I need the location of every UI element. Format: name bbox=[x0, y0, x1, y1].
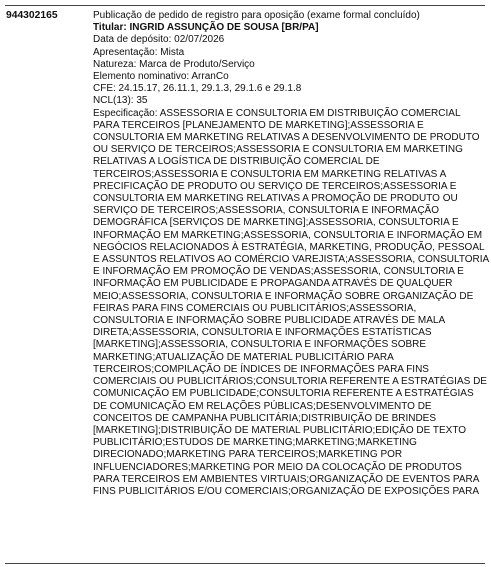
specification-line: CONSULTORIA EM MARKETING RELATIVAS A DESENVOLVIMENTO DE PRODUTO bbox=[93, 132, 480, 144]
top-divider bbox=[5, 5, 485, 6]
specification-line: [MARKETING];ASSESSORIA, CONSULTORIA E INFORMAÇÕES SOBRE bbox=[93, 339, 427, 351]
specification-line: DIRETA;ASSESSORIA, CONSULTORIA E INFORMAÇÕES ESTATÍSTICAS bbox=[93, 327, 432, 339]
specification-line: PUBLICITÁRIO;ESTUDOS DE MARKETING;MARKETING;MARKETING bbox=[93, 437, 417, 449]
specification-line: PARA TERCEIROS EM AMBIENTES VIRTUAIS;ORGANIZAÇÃO DE EVENTOS PARA bbox=[93, 473, 480, 485]
specification-line: RELATIVAS A LOGÍSTICA DE DISTRIBUIÇÃO COMERCIAL DE bbox=[93, 156, 380, 168]
holder: Titular: INGRID ASSUNÇÃO DE SOUSA [BR/PA] bbox=[93, 22, 319, 34]
specification-line: PARA TERCEIROS [PLANEJAMENTO DE MARKETING];ASSESSORIA E bbox=[93, 119, 424, 131]
ncl-class: NCL(13): 35 bbox=[93, 95, 148, 107]
nature: Natureza: Marca de Produto/Serviço bbox=[93, 58, 255, 70]
publication-type: Publicação de pedido de registro para oposição (exame formal concluído) bbox=[93, 10, 420, 21]
cfe-codes: CFE: 24.15.17, 26.11.1, 29.1.3, 29.1.6 e 29.1.8 bbox=[93, 83, 302, 95]
nominative-element: Elemento nominativo: ArranCo bbox=[93, 71, 229, 83]
specification-line: INFORMAÇÃO EM MARKETING;ASSESSORIA, CONSULTORIA E INFORMAÇÃO EM bbox=[93, 229, 483, 241]
specification-line: DE COMUNICAÇÃO EM RELAÇÕES PÚBLICAS;DESENVOLVIMENTO DE bbox=[93, 400, 432, 412]
specification bbox=[93, 107, 490, 499]
specification-line: Especificação: ASSESSORIA E CONSULTORIA EM DISTRIBUIÇÃO COMERCIAL bbox=[93, 107, 461, 119]
specification-line: CONSULTORIA EM MARKETING RELATIVAS A PROMOÇÃO DE PRODUTO OU bbox=[93, 193, 458, 205]
specification-line: CONSULTORIA E INFORMAÇÃO SOBRE PUBLICIDADE ATRAVÉS DE MALA bbox=[93, 315, 446, 327]
specification-line: FEIRAS PARA FINS COMERCIAIS OU PUBLICITÁRIOS;ASSESSORIA, bbox=[93, 302, 417, 314]
specification-line: DEMOGRÁFICA [SERVIÇOS DE MARKETING];ASSESSORIA, CONSULTORIA E bbox=[93, 217, 459, 229]
specification-line: CONCEITOS DE CAMPANHA PUBLICITÁRIA;DISTRIBUIÇÃO DE BRINDES bbox=[93, 412, 437, 424]
record-details bbox=[93, 10, 490, 498]
presentation: Apresentação: Mista bbox=[93, 46, 185, 58]
process-number: 944302165 bbox=[6, 10, 58, 21]
specification-line: MARKETING;ATUALIZAÇÃO DE MATERIAL PUBLICITÁRIO PARA bbox=[93, 351, 394, 363]
filing-date: Data de depósito: 02/07/2026 bbox=[93, 34, 225, 46]
specification-line: DIRECIONADO;MARKETING PARA TERCEIROS;MARKETING POR bbox=[93, 449, 403, 461]
specification-line: INFLUENCIADORES;MARKETING POR MEIO DA COLOCAÇÃO DE PRODUTOS bbox=[93, 461, 462, 473]
specification-line: TERCEIROS;ASSESSORIA E CONSULTORIA EM MARKETING RELATIVAS A bbox=[93, 168, 447, 180]
specification-line: E ASSUNTOS RELATIVOS AO COMÉRCIO VAREJISTA;ASSESSORIA, CONSULTORIA bbox=[93, 254, 490, 266]
specification-line: SERVIÇO DE TERCEIROS;ASSESSORIA, CONSULTORIA E INFORMAÇÃO bbox=[93, 205, 440, 217]
specification-line: COMERCIAIS OU PUBLICITÁRIOS;CONSULTORIA REFERENTE A ESTRATÉGIAS DE bbox=[93, 376, 487, 388]
specification-line: COMUNICAÇÃO EM PUBLICIDADE;CONSULTORIA REFERENTE A ESTRATÉGIAS bbox=[93, 388, 474, 400]
specification-line: FINS PUBLICITÁRIOS E/OU COMERCIAIS;ORGANIZAÇÃO DE EXPOSIÇÕES PARA bbox=[93, 485, 479, 497]
specification-line: PRECIFICAÇÃO DE PRODUTO OU SERVIÇO DE TERCEIROS;ASSESSORIA E bbox=[93, 180, 457, 192]
specification-line: E INFORMAÇÃO EM PROMOÇÃO DE VENDAS;ASSESSORIA, CONSULTORIA E bbox=[93, 266, 464, 278]
specification-line: INFORMAÇÃO EM PUBLICIDADE E PROPAGANDA ATRAVÉS DE QUALQUER bbox=[93, 278, 453, 290]
specification-line: OU SERVIÇO DE TERCEIROS;ASSESSORIA E CONSULTORIA EM MARKETING bbox=[93, 144, 463, 156]
bottom-divider bbox=[5, 563, 485, 564]
specification-line: MEIO;ASSESSORIA, CONSULTORIA E INFORMAÇÃO SOBRE ORGANIZAÇÃO DE bbox=[93, 290, 474, 302]
specification-line: NEGÓCIOS RELACIONADOS À ESTRATÉGIA, MARKETING, PRODUÇÃO, PESSOAL bbox=[93, 241, 485, 253]
specification-line: TERCEIROS;COMPILAÇÃO DE ÍNDICES DE INFORMAÇÕES PARA FINS bbox=[93, 363, 429, 375]
specification-line: [MARKETING];DISTRIBUIÇÃO DE MATERIAL PUBLICITÁRIO;EDIÇÃO DE TEXTO bbox=[93, 424, 467, 436]
